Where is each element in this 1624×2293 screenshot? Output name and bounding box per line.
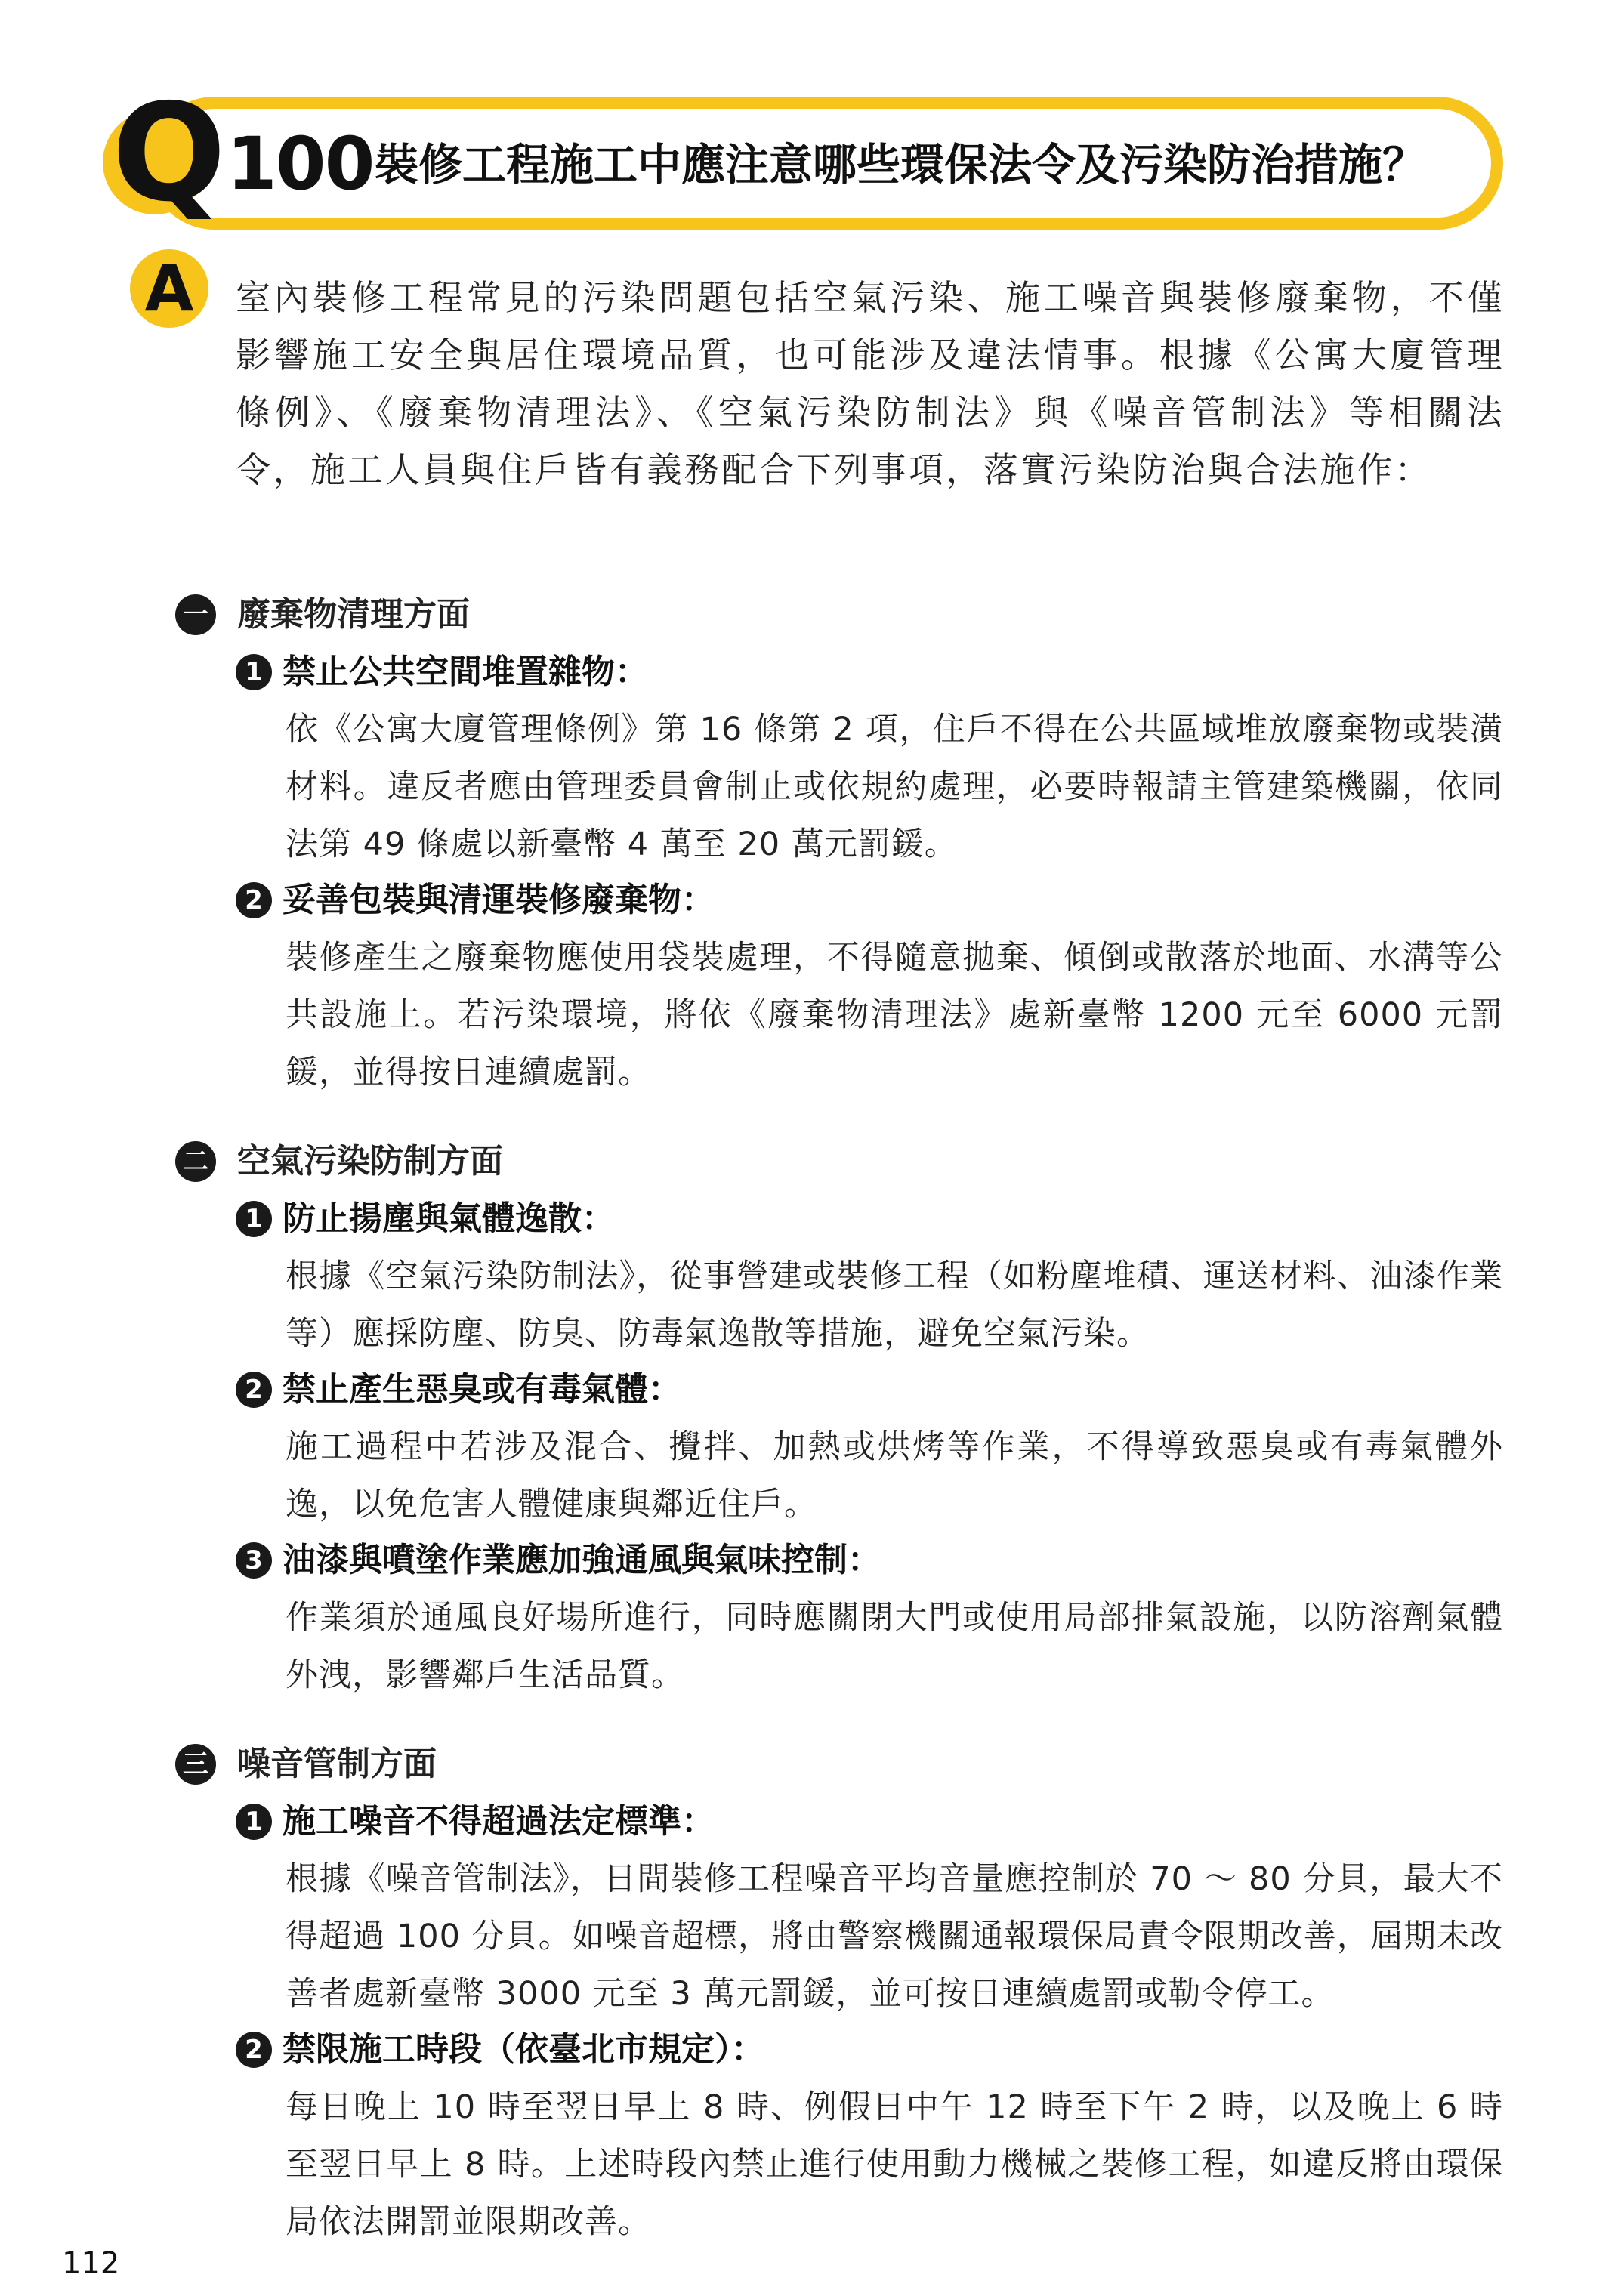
question-number: 100 xyxy=(227,122,374,206)
item-heading xyxy=(236,1538,881,1583)
item-heading xyxy=(236,1196,615,1242)
item-title: 妥善包裝與清運裝修廢棄物： xyxy=(283,881,715,919)
item-number-badge: 1 xyxy=(236,1201,272,1237)
question-title: 裝修工程施工中應注意哪些環保法令及污染防治措施？ xyxy=(375,139,1427,190)
item-title: 防止揚塵與氣體逸散： xyxy=(283,1199,615,1238)
item-title: 施工噪音不得超過法定標準： xyxy=(283,1802,715,1841)
item-number-badge: 2 xyxy=(236,882,272,918)
section-noise xyxy=(175,1742,437,1787)
question-letter: Q xyxy=(112,75,227,231)
item-number-badge: 1 xyxy=(236,654,272,690)
item-body: 施工過程中若涉及混合、攪拌、加熱或烘烤等作業，不得導致惡臭或有毒氣體外逸，以免危害人體健康與鄰近住戶。 xyxy=(286,1428,1503,1523)
item-title: 禁限施工時段（依臺北市規定）： xyxy=(283,2030,764,2069)
item-number-badge: 2 xyxy=(236,1372,272,1408)
item-heading xyxy=(236,2027,764,2072)
section-title: 空氣污染防制方面 xyxy=(237,1142,503,1180)
item-heading xyxy=(236,1367,681,1412)
answer-intro: 室內裝修工程常見的污染問題包括空氣污染、施工噪音與裝修廢棄物，不僅影響施工安全與居住環境品質，也可能涉及違法情事。根據《公寓大廈管理條例》、《廢棄物清理法》、《空氣污染防制法》與《噪音管制法》等相關法令，施工人員與住戶皆有義務配合下列事項，落實污染防治與合法施作： xyxy=(236,277,1505,490)
item-heading xyxy=(236,650,648,695)
section-title: 廢棄物清理方面 xyxy=(237,595,470,634)
page-number: 112 xyxy=(62,2246,120,2281)
item-body: 每日晚上 10 時至翌日早上 8 時、例假日中午 12 時至下午 2 時，以及晚上 6 時至翌日早上 8 時。上述時段內禁止進行使用動力機械之裝修工程，如違反將由環保局依法開罰並限期改善。 xyxy=(286,2088,1503,2241)
section-air xyxy=(175,1139,503,1184)
section-badge: 三 xyxy=(175,1744,216,1785)
item-body: 依《公寓大廈管理條例》第 16 條第 2 項，住戶不得在公共區域堆放廢棄物或裝潢材料。違反者應由管理委員會制止或依規約處理，必要時報請主管建築機關，依同法第 49 條處以新臺幣 4 萬至 20 萬元罰鍰。 xyxy=(286,711,1503,863)
item-heading xyxy=(236,1799,715,1844)
answer-letter: A xyxy=(144,252,194,326)
item-number-badge: 1 xyxy=(236,1804,272,1840)
item-title: 禁止公共空間堆置雜物： xyxy=(283,653,648,691)
item-number-badge: 2 xyxy=(236,2032,272,2068)
item-body: 作業須於通風良好場所進行，同時應關閉大門或使用局部排氣設施，以防溶劑氣體外洩，影響鄰戶生活品質。 xyxy=(286,1599,1503,1694)
item-title: 油漆與噴塗作業應加強通風與氣味控制： xyxy=(283,1541,881,1579)
item-body: 裝修產生之廢棄物應使用袋裝處理，不得隨意拋棄、傾倒或散落於地面、水溝等公共設施上。若污染環境，將依《廢棄物清理法》處新臺幣 1200 元至 6000 元罰鍰，並得按日連續處罰。 xyxy=(286,939,1503,1091)
item-heading xyxy=(236,878,715,923)
item-title: 禁止產生惡臭或有毒氣體： xyxy=(283,1370,681,1409)
item-body: 根據《噪音管制法》，日間裝修工程噪音平均音量應控制於 70 ～ 80 分貝，最大不得超過 100 分貝。如噪音超標，將由警察機關通報環保局責令限期改善，屆期未改善者處新臺幣 3000 元至 3 萬元罰鍰，並可按日連續處罰或勒令停工。 xyxy=(286,1860,1503,2013)
section-badge: 一 xyxy=(175,594,216,635)
item-body: 根據《空氣污染防制法》，從事營建或裝修工程（如粉塵堆積、運送材料、油漆作業等）應採防塵、防臭、防毒氣逸散等措施，避免空氣污染。 xyxy=(286,1258,1503,1353)
section-title: 噪音管制方面 xyxy=(237,1745,437,1783)
item-number-badge: 3 xyxy=(236,1542,272,1579)
section-badge: 二 xyxy=(175,1141,216,1182)
section-waste xyxy=(175,592,470,637)
